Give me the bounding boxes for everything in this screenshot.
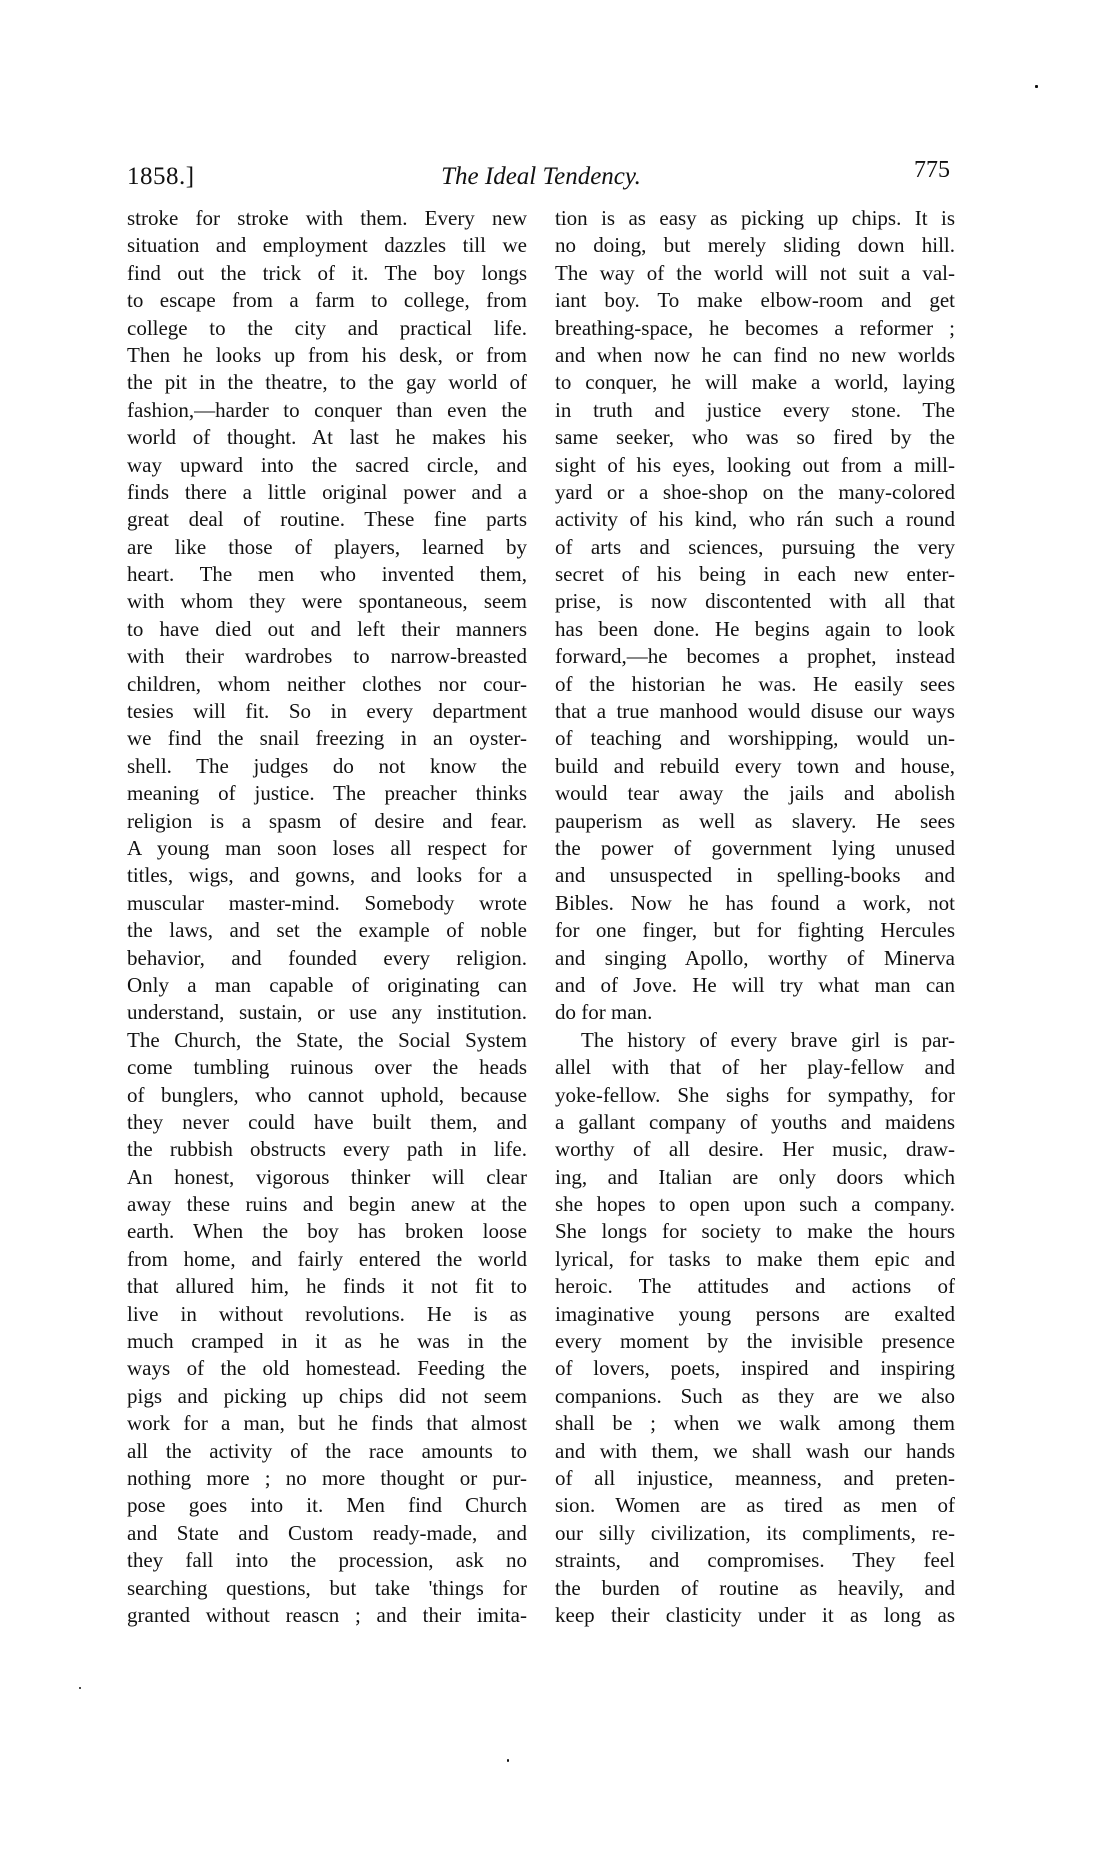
text-line: allel with that of her play-fellow and bbox=[555, 1055, 955, 1080]
text-line: with their wardrobes to narrow-breasted bbox=[127, 644, 527, 669]
text-line: nothing more ; no more thought or pur- bbox=[127, 1465, 527, 1490]
text-line: they never could have built them, and bbox=[127, 1109, 527, 1134]
text-line: Only a man capable of originating can bbox=[127, 972, 527, 997]
text-line: and with them, we shall wash our hands bbox=[555, 1438, 955, 1463]
text-line: titles, wigs, and gowns, and looks for a bbox=[127, 863, 527, 888]
text-line: our silly civilization, its compliments, re- bbox=[555, 1520, 955, 1545]
text-line: build and rebuild every town and house, bbox=[555, 753, 955, 778]
text-line: come tumbling ruinous over the heads bbox=[127, 1055, 527, 1080]
text-line: from home, and fairly entered the world bbox=[127, 1246, 527, 1271]
text-line: we find the snail freezing in an oyster- bbox=[127, 726, 527, 751]
text-line: The history of every brave girl is par- bbox=[581, 1027, 955, 1052]
page-number: 775 bbox=[914, 157, 950, 183]
text-line: for one finger, but for fighting Hercules bbox=[555, 918, 955, 943]
text-line: fashion,—harder to conquer than even the bbox=[127, 397, 527, 422]
text-line: great deal of routine. These fine parts bbox=[127, 507, 527, 532]
text-line: has been done. He begins again to look bbox=[555, 616, 955, 641]
text-line: sion. Women are as tired as men of bbox=[555, 1493, 955, 1518]
text-line: yard or a shoe-shop on the many-colored bbox=[555, 479, 955, 504]
text-line: straints, and compromises. They feel bbox=[555, 1548, 955, 1573]
text-line: tion is as easy as picking up chips. It is bbox=[555, 206, 955, 230]
text-line: find out the trick of it. The boy longs bbox=[127, 260, 527, 285]
text-line: behavior, and founded every religion. bbox=[127, 945, 527, 970]
text-line: much cramped in it as he was in the bbox=[127, 1329, 527, 1354]
text-line: iant boy. To make elbow-room and get bbox=[555, 288, 955, 313]
text-line: worthy of all desire. Her music, draw- bbox=[555, 1137, 955, 1162]
text-line: the power of government lying unused bbox=[555, 835, 955, 860]
text-line: the burden of routine as heavily, and bbox=[555, 1575, 955, 1600]
text-line: same seeker, who was so fired by the bbox=[555, 425, 955, 450]
text-line: work for a man, but he finds that almost bbox=[127, 1411, 527, 1436]
text-column-left bbox=[127, 205, 527, 1629]
text-line: pigs and picking up chips did not seem bbox=[127, 1383, 527, 1408]
text-line: meaning of justice. The preacher thinks bbox=[127, 781, 527, 806]
text-line: lyrical, for tasks to make them epic and bbox=[555, 1246, 955, 1271]
text-line: shall be ; when we walk among them bbox=[555, 1411, 955, 1436]
text-line: imaginative young persons are exalted bbox=[555, 1301, 955, 1326]
text-line: of the historian he was. He easily sees bbox=[555, 671, 955, 696]
text-line: The way of the world will not suit a val- bbox=[555, 260, 955, 285]
running-head-title: The Ideal Tendency. bbox=[441, 163, 641, 190]
text-line: Bibles. Now he has found a work, not bbox=[555, 890, 955, 915]
text-line: searching questions, but take 'things for bbox=[127, 1575, 527, 1600]
text-line: breathing-space, he becomes a reformer ; bbox=[555, 315, 955, 340]
text-line: all the activity of the race amounts to bbox=[127, 1438, 527, 1463]
text-line: away these ruins and begin anew at the bbox=[127, 1192, 527, 1217]
scan-speck bbox=[79, 1687, 81, 1689]
text-line: no doing, but merely sliding down hill. bbox=[555, 233, 955, 258]
text-line: live in without revolutions. He is as bbox=[127, 1301, 527, 1326]
text-line: way upward into the sacred circle, and bbox=[127, 452, 527, 477]
text-line: in truth and justice every stone. The bbox=[555, 397, 955, 422]
text-line: ways of the old homestead. Feeding the bbox=[127, 1356, 527, 1381]
text-line: tesies will fit. So in every department bbox=[127, 699, 527, 724]
text-line: keep their clasticity under it as long as bbox=[555, 1602, 955, 1627]
text-line: pose goes into it. Men find Church bbox=[127, 1493, 527, 1518]
text-line: An honest, vigorous thinker will clear bbox=[127, 1164, 527, 1189]
text-line: religion is a spasm of desire and fear. bbox=[127, 808, 527, 833]
text-line: a gallant company of youths and maidens bbox=[555, 1109, 955, 1134]
text-line: heroic. The attitudes and actions of bbox=[555, 1274, 955, 1299]
scan-speck bbox=[1035, 85, 1038, 88]
text-line: to conquer, he will make a world, laying bbox=[555, 370, 955, 395]
text-line: granted without reascn ; and their imita- bbox=[127, 1602, 527, 1627]
text-line: muscular master-mind. Somebody wrote bbox=[127, 890, 527, 915]
text-line: understand, sustain, or use any institution. bbox=[127, 1000, 527, 1025]
text-line: sight of his eyes, looking out from a mill- bbox=[555, 452, 955, 477]
text-line: finds there a little original power and a bbox=[127, 479, 527, 504]
text-line: of all injustice, meanness, and preten- bbox=[555, 1465, 955, 1490]
text-line: shell. The judges do not know the bbox=[127, 753, 527, 778]
text-line: prise, is now discontented with all that bbox=[555, 589, 955, 614]
text-line: and singing Apollo, worthy of Minerva bbox=[555, 945, 955, 970]
text-line: A young man soon loses all respect for bbox=[127, 835, 527, 860]
running-head bbox=[127, 157, 955, 197]
text-line: She longs for society to make the hours bbox=[555, 1219, 955, 1244]
text-line: of lovers, poets, inspired and inspiring bbox=[555, 1356, 955, 1381]
text-line: do for man. bbox=[555, 1000, 653, 1025]
text-line: of bunglers, who cannot uphold, because bbox=[127, 1082, 527, 1107]
text-line: companions. Such as they are we also bbox=[555, 1383, 955, 1408]
text-line: the rubbish obstructs every path in life. bbox=[127, 1137, 527, 1162]
running-head-year: 1858.] bbox=[127, 163, 195, 190]
text-line: pauperism as well as slavery. He sees bbox=[555, 808, 955, 833]
text-line: of arts and sciences, pursuing the very bbox=[555, 534, 955, 559]
text-column-right bbox=[555, 205, 955, 1629]
scan-speck bbox=[507, 1759, 509, 1762]
text-line: activity of his kind, who rán such a round bbox=[555, 507, 955, 532]
text-line: situation and employment dazzles till we bbox=[127, 233, 527, 258]
text-line: The Church, the State, the Social System bbox=[127, 1027, 527, 1052]
text-line: and State and Custom ready-made, and bbox=[127, 1520, 527, 1545]
text-line: of teaching and worshipping, would un- bbox=[555, 726, 955, 751]
text-line: earth. When the boy has broken loose bbox=[127, 1219, 527, 1244]
text-line: and of Jove. He will try what man can bbox=[555, 972, 955, 997]
text-line: heart. The men who invented them, bbox=[127, 562, 527, 587]
text-line: and when now he can find no new worlds bbox=[555, 342, 955, 367]
text-line: and unsuspected in spelling-books and bbox=[555, 863, 955, 888]
text-line: she hopes to open upon such a company. bbox=[555, 1192, 955, 1217]
text-line: secret of his being in each new enter- bbox=[555, 562, 955, 587]
text-line: that a true manhood would disuse our ways bbox=[555, 699, 955, 724]
text-line: to escape from a farm to college, from bbox=[127, 288, 527, 313]
text-line: they fall into the procession, ask no bbox=[127, 1548, 527, 1573]
text-line: the pit in the theatre, to the gay world of bbox=[127, 370, 527, 395]
text-line: yoke-fellow. She sighs for sympathy, for bbox=[555, 1082, 955, 1107]
text-line: would tear away the jails and abolish bbox=[555, 781, 955, 806]
text-line: the laws, and set the example of noble bbox=[127, 918, 527, 943]
text-line: Then he looks up from his desk, or from bbox=[127, 342, 527, 367]
text-line: with whom they were spontaneous, seem bbox=[127, 589, 527, 614]
text-line: forward,—he becomes a prophet, instead bbox=[555, 644, 955, 669]
text-line: children, whom neither clothes nor cour- bbox=[127, 671, 527, 696]
text-line: that allured him, he finds it not fit to bbox=[127, 1274, 527, 1299]
text-line: are like those of players, learned by bbox=[127, 534, 527, 559]
text-line: world of thought. At last he makes his bbox=[127, 425, 527, 450]
text-line: every moment by the invisible presence bbox=[555, 1329, 955, 1354]
text-line: college to the city and practical life. bbox=[127, 315, 527, 340]
text-line: ing, and Italian are only doors which bbox=[555, 1164, 955, 1189]
text-line: stroke for stroke with them. Every new bbox=[127, 206, 527, 230]
text-line: to have died out and left their manners bbox=[127, 616, 527, 641]
